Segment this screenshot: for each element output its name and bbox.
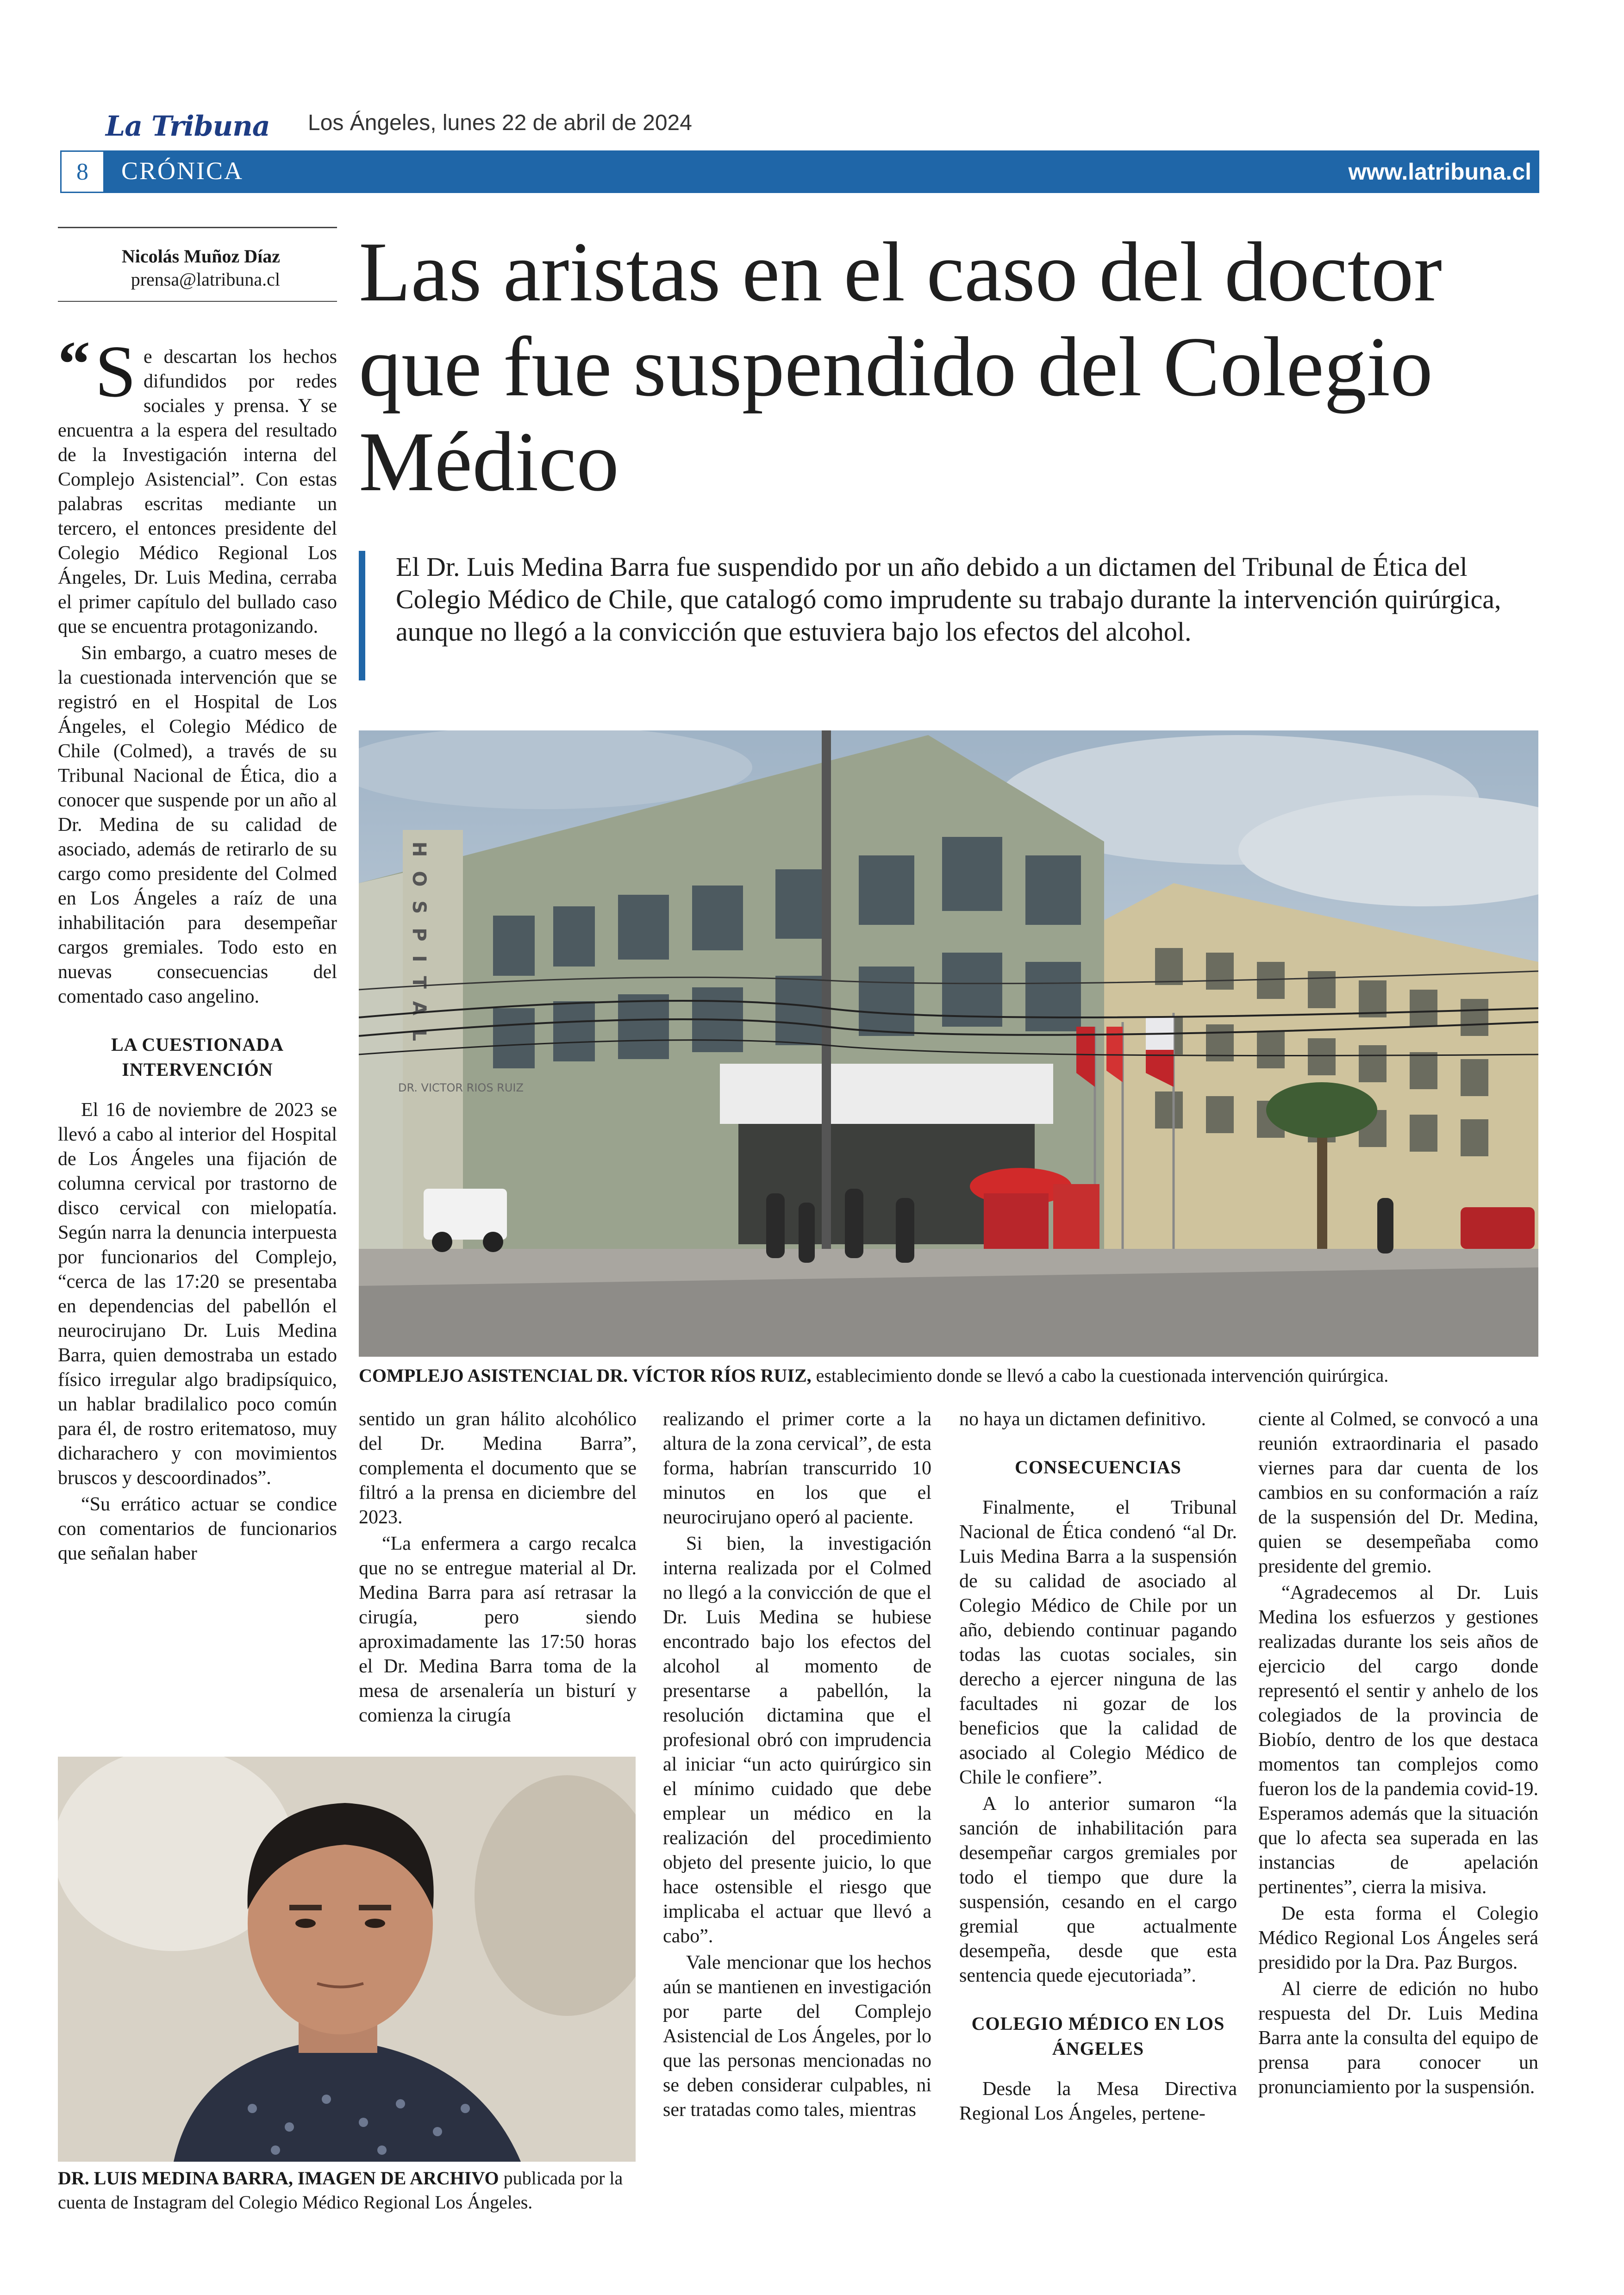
col5-paragraph-1: ciente al Colmed, se convocó a una reunión extraordinaria el pasado viernes para dar cuenta de los cambios en su conformación a raíz de la suspensión del Dr. Medina, quien se desempeñaba como presidente del gremio. xyxy=(1258,1409,1538,1577)
article-column-1 xyxy=(58,328,337,1568)
page-number: 8 xyxy=(60,150,105,193)
col1-paragraph-3: El 16 de noviembre de 2023 se llevó a cabo al interior del Hospital de Los Ángeles una fijación de columna cervical por trastorno de disco cervical con mielopatía. Según narra la denuncia interpuesta por funcionarios del Complejo, “cerca de las 17:20 se presentaba en dependencias del pabellón el neurocirujano Dr. Luis Medina Barra, quien demostraba un estado físico irregular algo bradipsíquico, un hablar bradilalico poco común para él, de rostro eritematoso, muy dicharachero y con movimientos bruscos y descoordinados”. xyxy=(58,1099,337,1489)
section-name: CRÓNICA xyxy=(121,157,244,185)
hospital-sign: HOSPITAL xyxy=(408,842,430,1055)
doctor-portrait-photo xyxy=(58,1757,636,2162)
author-email[interactable]: prensa@latribuna.cl xyxy=(131,269,280,290)
portrait-caption xyxy=(58,2166,636,2214)
col5-paragraph-4: Al cierre de edición no hubo respuesta del Dr. Luis Medina Barra ante la consulta del equipo de prensa para conocer un pronunciamiento por la suspensión. xyxy=(1258,1978,1538,2098)
subheading-colegio-medico: COLEGIO MÉDICO EN LOS ÁNGELES xyxy=(971,2013,1225,2059)
article-column-2 xyxy=(359,1407,637,1730)
newspaper-logo: La Tribuna xyxy=(106,110,270,143)
hospital-name-sign: DR. VICTOR RIOS RUIZ xyxy=(398,1081,524,1094)
website-link[interactable]: www.latribuna.cl xyxy=(1348,159,1531,185)
opening-quote: “ xyxy=(58,328,90,400)
photo-caption-bold: COMPLEJO ASISTENCIAL DR. VÍCTOR RÍOS RUIZ, xyxy=(359,1365,812,1386)
col5-paragraph-2: “Agradecemos al Dr. Luis Medina los esfuerzos y gestiones realizadas durante los seis años de ejercicio del cargo donde representó el sentir y anhelo de los colegiados de la provincia de Biobío, dentro de los que destaca momentos tan complejos como fueron los de la pandemia covid-19. Esperamos además que la situación que lo afecta sea superada en las instancias de apelación pertinentes”, cierra la misiva. xyxy=(1258,1582,1538,1898)
byline-divider-top xyxy=(58,227,337,228)
headline: Las aristas en el caso del doctor que fue suspendido del Colegio Médico xyxy=(359,225,1442,509)
subheading-intervencion: LA CUESTIONADA INTERVENCIÓN xyxy=(111,1034,284,1080)
article-column-3 xyxy=(663,1407,931,2124)
hospital-photo xyxy=(359,730,1538,1357)
col4-paragraph-1: no haya un dictamen definitivo. xyxy=(959,1409,1206,1430)
lead-accent-bar xyxy=(359,551,365,680)
author-name: Nicolás Muñoz Díaz xyxy=(121,246,280,267)
col4-paragraph-2: Finalmente, el Tribunal Nacional de Ética condenó “al Dr. Luis Medina Barra a la suspensión de su calidad de asociado al Colegio Médico de Chile por un año, debiendo continuar pagando todas las cuotas sociales, sin derecho a ejercer ninguna de las facultades ni gozar de los beneficios que la calidad de asociado al Colegio Médico de Chile le confiere”. xyxy=(959,1497,1237,1788)
col3-paragraph-1: realizando el primer corte a la altura de la zona cervical”, de esta forma, habrían transcurrido 10 minutos en los que el neurocirujano operó al paciente. xyxy=(663,1409,931,1528)
lead-paragraph: El Dr. Luis Medina Barra fue suspendido por un año debido a un dictamen del Tribunal de Ética del Colegio Médico de Chile, que catalogó como imprudente su trabajo durante la intervención quirúrgica, aunque no llegó a la convicción que estuviera bajo los efectos del alcohol. xyxy=(396,552,1501,647)
portrait-caption-bold: DR. LUIS MEDINA BARRA, IMAGEN DE ARCHIVO xyxy=(58,2168,499,2189)
drop-cap: S xyxy=(95,330,136,412)
section-bar xyxy=(60,150,1539,193)
col2-paragraph-1: sentido un gran hálito alcohólico del Dr. Medina Barra”, complementa el documento que se filtró a la prensa en diciembre del 2023. xyxy=(359,1409,637,1528)
dateline: Los Ángeles, lunes 22 de abril de 2024 xyxy=(308,111,692,135)
article-column-5 xyxy=(1258,1407,1538,2102)
subheading-consecuencias: CONSECUENCIAS xyxy=(1015,1457,1181,1478)
portrait-caption-text: publicada por la cuenta de Instagram del Colegio Médico Regional Los Ángeles. xyxy=(58,2168,623,2213)
col4-paragraph-4: Desde la Mesa Directiva Regional Los Ángeles, pertene- xyxy=(959,2078,1237,2124)
col1-paragraph-1: e descartan los hechos difundidos por redes sociales y prensa. Y se encuentra a la espera del resultado de la Investigación interna del Complejo Asistencial”. Con estas palabras escritas mediante un tercero, el entonces presidente del Colegio Médico Regional Los Ángeles, Dr. Luis Medina, cerraba el primer capítulo del bullado caso que se encuentra protagonizando. xyxy=(58,346,337,637)
col1-paragraph-4: “Su errático actuar se condice con comentarios de funcionarios que señalan haber xyxy=(58,1494,337,1564)
article-column-4 xyxy=(959,1407,1237,2128)
byline-divider-bottom xyxy=(58,301,337,302)
photo-caption-text: establecimiento donde se llevó a cabo la cuestionada intervención quirúrgica. xyxy=(811,1365,1389,1386)
photo-caption xyxy=(359,1363,1538,1388)
col5-paragraph-3: De esta forma el Colegio Médico Regional Los Ángeles será presidido por la Dra. Paz Burgos. xyxy=(1258,1903,1538,1973)
col2-paragraph-2: “La enfermera a cargo recalca que no se entregue material al Dr. Medina Barra para así retrasar la cirugía, pero siendo aproximadamente las 17:50 horas el Dr. Medina Barra toma de la mesa de arsenalería un bisturí y comienza la cirugía xyxy=(359,1533,637,1726)
col3-paragraph-3: Vale mencionar que los hechos aún se mantienen en investigación por parte del Complejo Asistencial de Los Ángeles, por lo que las personas mencionadas no se deben considerar culpables, ni ser tratadas como tales, mientras xyxy=(663,1952,931,2120)
col4-paragraph-3: A lo anterior sumaron “la sanción de inhabilitación para desempeñar cargos gremiales por todo el tiempo que dure la suspensión, cesando en el cargo gremial que actualmente desempeña, desde que esta sentencia quede ejecutoriada”. xyxy=(959,1793,1237,1986)
col1-paragraph-2: Sin embargo, a cuatro meses de la cuestionada intervención que se registró en el Hospital de Los Ángeles, el Colegio Médico de Chile (Colmed), a través de su Tribunal Nacional de Ética, dio a conocer que suspende por un año al Dr. Medina de su calidad de asociado, además de retirarlo de su cargo como presidente del Colmed en Los Ángeles a raíz de una inhabilitación para desempeñar cargos gremiales. Todo esto en nuevas consecuencias del comentado caso angelino. xyxy=(58,642,337,1007)
col3-paragraph-2: Si bien, la investigación interna realizada por el Colmed no llegó a la convicción de que el Dr. Luis Medina se hubiese encontrado bajo los efectos del alcohol al momento de presentarse a pabellón, la resolución dictamina que el profesional obró con imprudencia al iniciar “un acto quirúrgico sin el mínimo cuidado que debe emplear un médico en la realización del procedimiento objeto del presente juicio, lo que hace ostensible el riesgo que implicaba el actuar que llevó a cabo”. xyxy=(663,1533,931,1947)
